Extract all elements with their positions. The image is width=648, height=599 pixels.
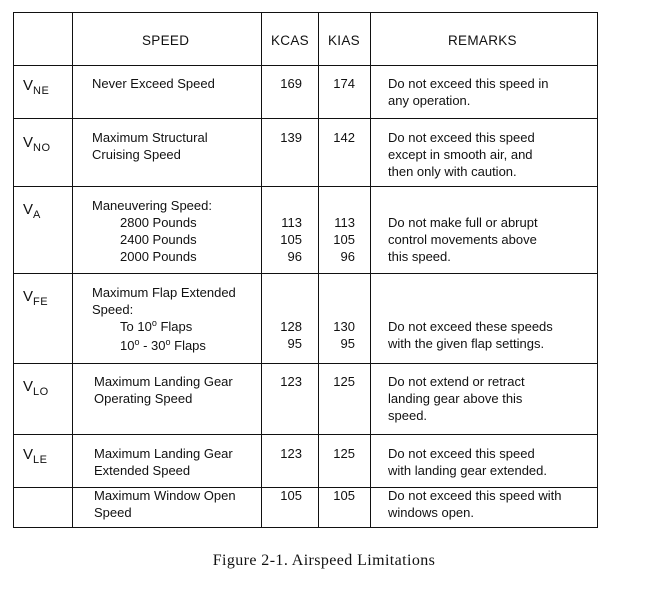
kias-value: 105 xyxy=(333,488,355,503)
speed-description: Maximum Landing Gear Extended Speed xyxy=(94,446,233,478)
table-row xyxy=(14,66,597,119)
kias-value: 142 xyxy=(333,130,355,145)
speed-description: Maximum Landing Gear Operating Speed xyxy=(94,374,233,406)
flap-setting-label: To 10$^o$ Flaps xyxy=(120,318,193,334)
table-row xyxy=(14,187,597,274)
kcas-value: 139 xyxy=(280,130,302,145)
header-row xyxy=(14,13,597,66)
kcas-value: 169 xyxy=(280,76,302,91)
kias-value: 113 105 96 xyxy=(333,215,355,264)
speed-symbol: $V_A$ xyxy=(23,201,41,221)
remarks: Do not exceed this speed in any operation. xyxy=(388,76,549,108)
kcas-value: 128 95 xyxy=(280,319,302,351)
remarks: Do not exceed this speed with landing gear extended. xyxy=(388,446,548,478)
remarks: Do not make full or abrupt control movements above this speed. xyxy=(388,215,538,264)
remarks: Do not exceed this speed with windows open. xyxy=(388,488,562,520)
remarks: Do not exceed these speeds with the given flap settings. xyxy=(388,319,553,351)
figure-caption: Figure 2-1. Airspeed Limitations xyxy=(212,552,436,569)
header-kias: KIAS xyxy=(328,33,360,48)
kcas-value: 123 xyxy=(280,446,302,461)
kcas-value: 123 xyxy=(280,374,302,389)
speed-description: Maximum Window Open Speed xyxy=(94,488,236,520)
table-row xyxy=(14,435,597,488)
speed-symbol: $V_{FE}$ xyxy=(23,288,49,308)
kias-value: 130 95 xyxy=(333,319,355,351)
speed-description: Maximum Structural Cruising Speed xyxy=(92,130,208,162)
remarks: Do not exceed this speed except in smooth air, and then only with caution. xyxy=(388,130,535,179)
airspeed-limitations-table xyxy=(13,12,598,528)
header-remarks: REMARKS xyxy=(448,33,517,48)
kias-value: 125 xyxy=(333,446,355,461)
speed-description: Maximum Flap Extended Speed: To 10$^o$ Flaps 10$^o$ - 30$^o$ Flaps xyxy=(92,284,236,356)
header-kcas: KCAS xyxy=(271,33,309,48)
table-row xyxy=(14,274,597,364)
kias-value: 125 xyxy=(333,374,355,389)
table-row xyxy=(14,364,597,435)
kias-value: 174 xyxy=(333,76,355,91)
speed-symbol: $V_{LO}$ xyxy=(23,378,49,398)
speed-symbol: $V_{LE}$ xyxy=(23,446,48,466)
kcas-value: 113 105 96 xyxy=(280,215,302,264)
speed-symbol: $V_{NE}$ xyxy=(23,77,50,97)
kcas-value: 105 xyxy=(280,488,302,503)
flap-setting-label: 10$^o$ - 30$^o$ Flaps xyxy=(120,337,206,353)
table-row xyxy=(14,488,597,529)
speed-description: Maneuvering Speed: 2800 Pounds 2400 Pounds 2000 Pounds xyxy=(92,198,212,264)
speed-symbol: $V_{NO}$ xyxy=(23,134,51,154)
header-speed: SPEED xyxy=(142,33,190,48)
remarks: Do not extend or retract landing gear above this speed. xyxy=(388,374,525,423)
table-row xyxy=(14,119,597,187)
speed-description: Never Exceed Speed xyxy=(92,76,215,91)
